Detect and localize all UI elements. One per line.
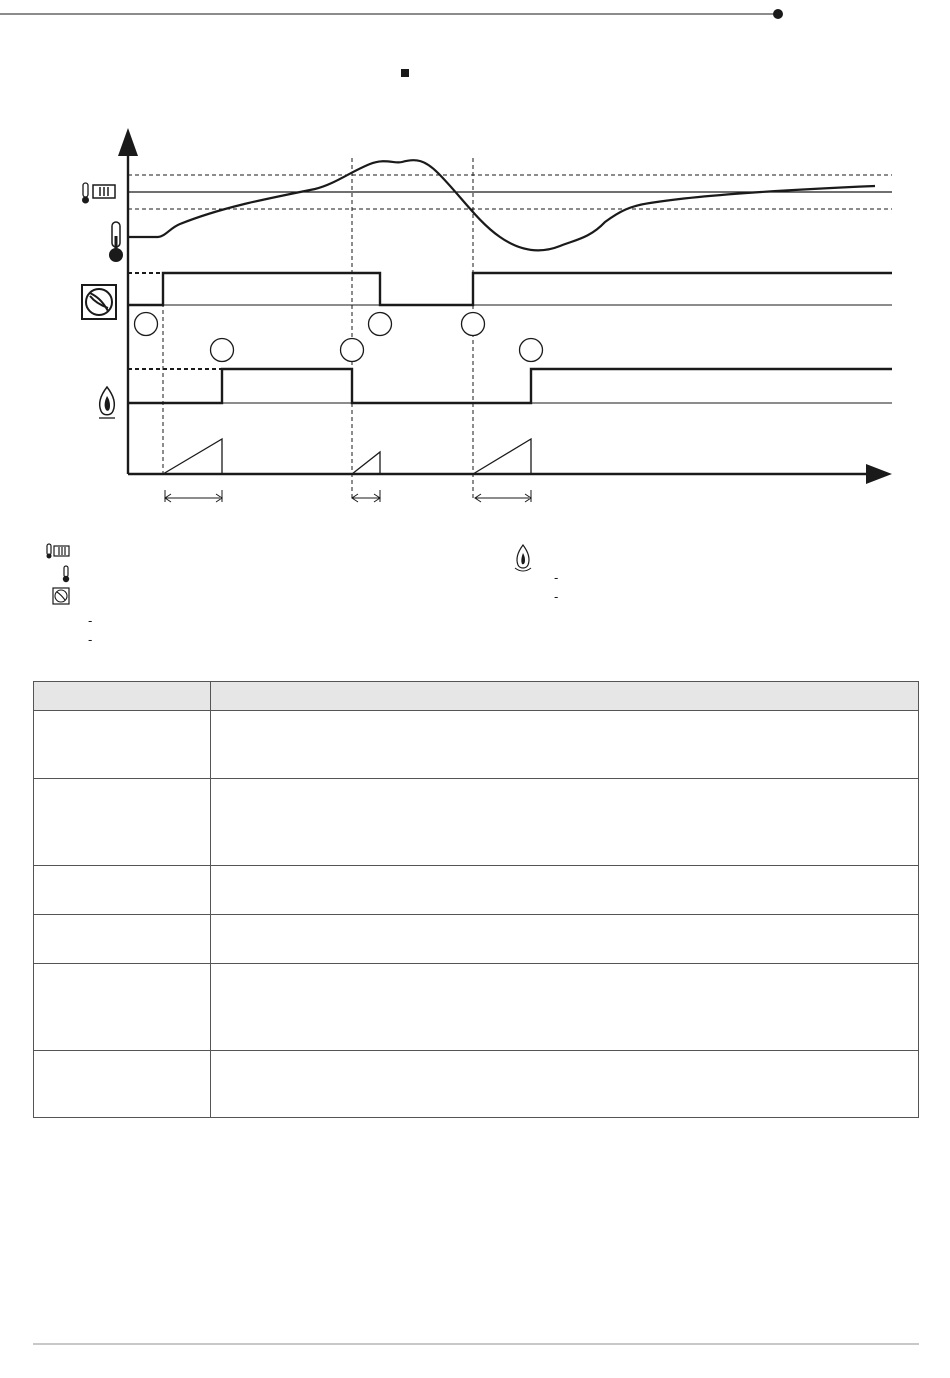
table-row — [34, 915, 919, 964]
event-circle-4 — [369, 313, 392, 336]
table-row — [34, 1051, 919, 1118]
table-row — [34, 711, 919, 779]
delay-ramp-2 — [352, 452, 380, 474]
table-header-cell-2 — [211, 682, 919, 711]
legend-dash-4: - — [554, 589, 559, 604]
delay-ramp-1 — [163, 439, 222, 474]
flame-icon — [99, 387, 115, 418]
timing-diagram — [0, 0, 950, 520]
table-header-row — [34, 682, 919, 711]
burner-signal — [128, 369, 892, 403]
event-circle-5 — [462, 313, 485, 336]
legend-dash-1: - — [88, 613, 93, 628]
temperature-curve — [128, 160, 875, 250]
table-row — [34, 779, 919, 866]
footer-rule — [33, 1343, 919, 1345]
pump-signal — [128, 273, 892, 305]
legend-flame-icon — [512, 543, 534, 573]
event-circle-2 — [211, 339, 234, 362]
legend-pump-icon — [52, 587, 70, 605]
room-thermostat-icon — [82, 183, 115, 204]
table-row — [34, 866, 919, 915]
explanation-table — [33, 681, 919, 1118]
duration-bracket-3 — [475, 490, 531, 502]
legend-dash-2: - — [88, 632, 93, 647]
legend-dash-3: - — [554, 570, 559, 585]
duration-bracket-1 — [165, 490, 222, 502]
pump-icon — [82, 285, 116, 319]
event-circle-1 — [135, 313, 158, 336]
thermometer-icon — [109, 222, 123, 262]
delay-ramp-3 — [473, 439, 531, 474]
duration-bracket-2 — [352, 490, 380, 502]
x-axis-arrow — [866, 464, 892, 484]
event-circle-3 — [341, 339, 364, 362]
legend-room-thermostat-icon — [46, 543, 72, 559]
y-axis-arrow — [118, 128, 138, 156]
table-header-cell-1 — [34, 682, 211, 711]
legend-thermometer-icon — [61, 565, 71, 583]
table-row — [34, 964, 919, 1051]
event-circle-6 — [520, 339, 543, 362]
